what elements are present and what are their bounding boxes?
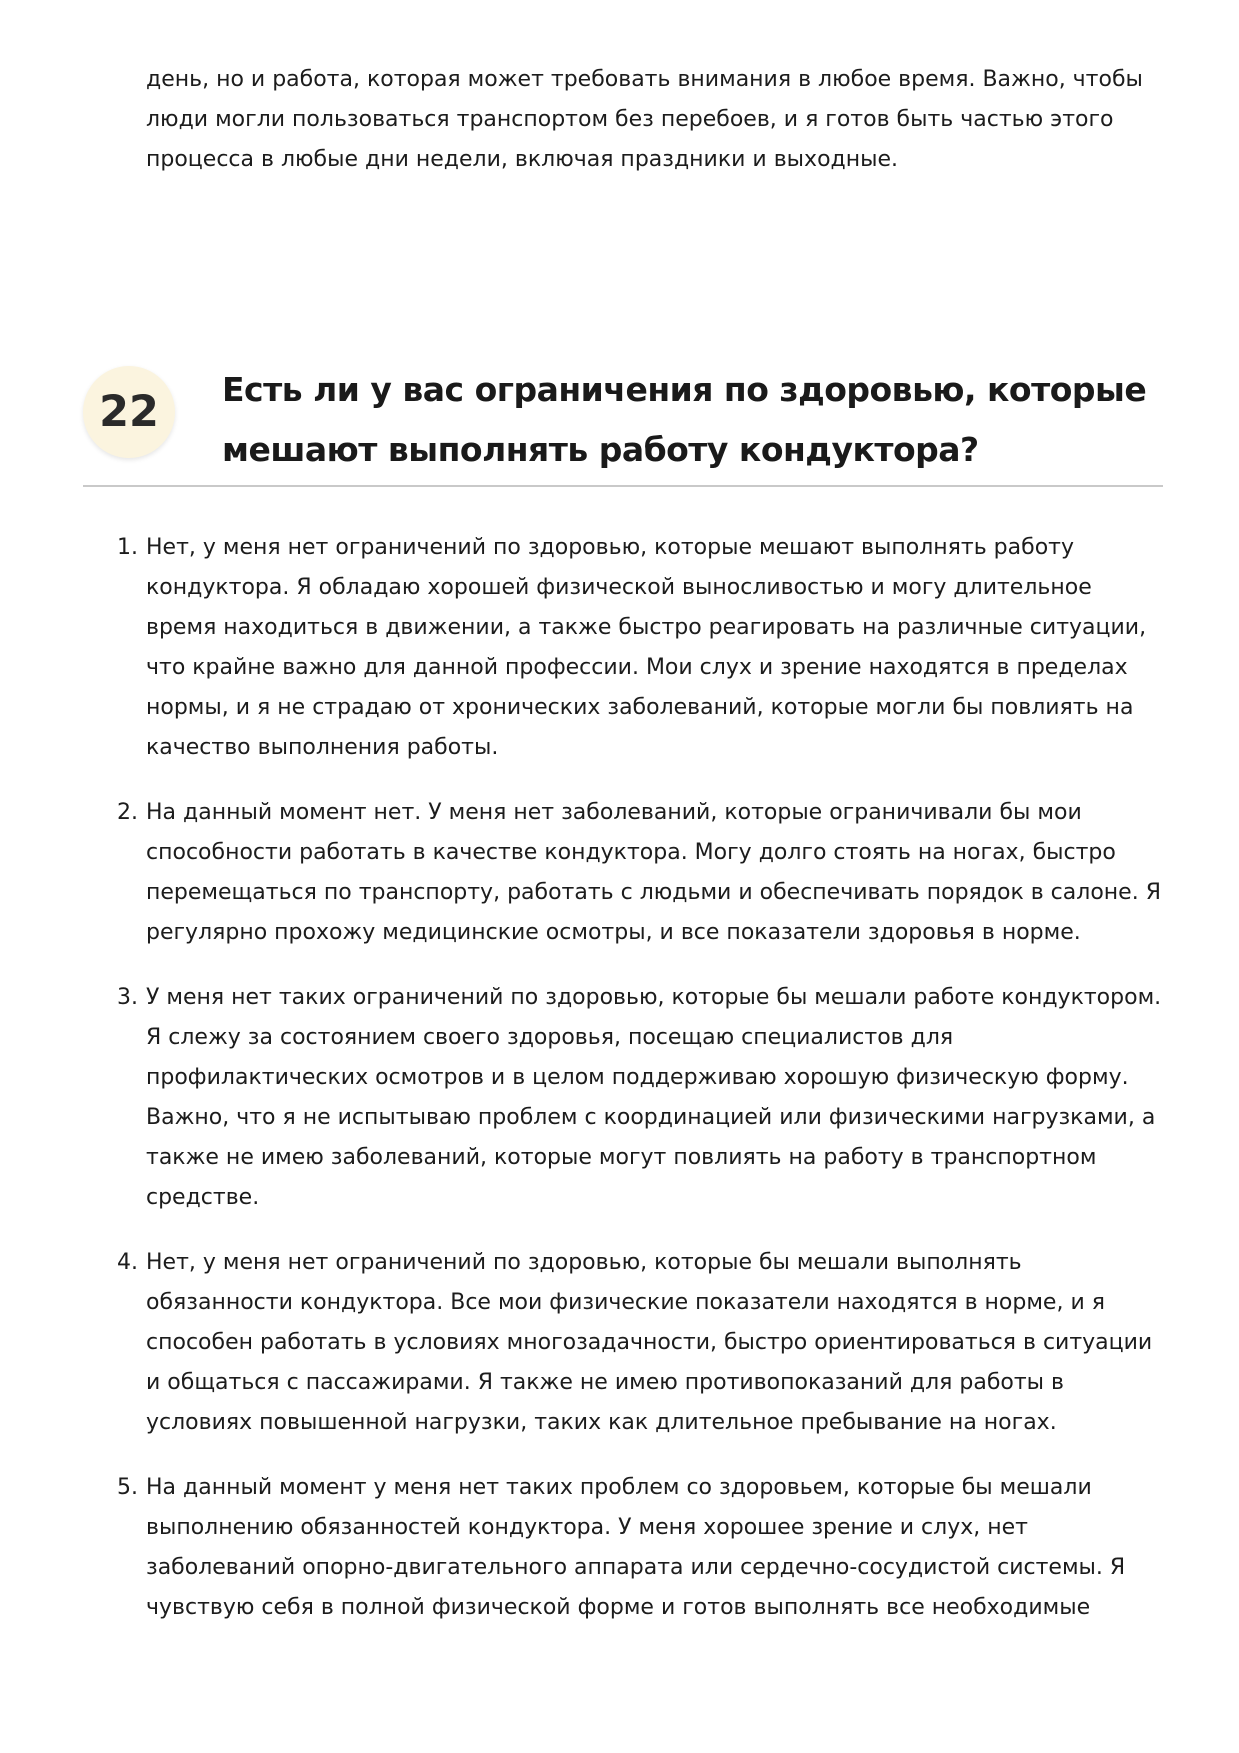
answer-text: Нет, у меня нет ограничений по здоровью, которые бы мешали выполнять обязанности кондуктора. Все мои физические показатели находятся в норме, и я способен работать в условиях многозадачности, быстро ориентироваться в ситуации и общаться с пассажирами. Я также не имею противопоказаний для работы в условиях повышенной нагрузки, таких как длительное пребывание на ногах. [146,1250,1153,1435]
answer-number: 3. [117,985,138,1010]
question-header [83,356,1163,487]
question-divider [83,485,1163,487]
question-number-badge: 22 [83,366,175,458]
answer-item [117,528,1166,768]
answer-item [117,793,1166,953]
answer-item [117,1243,1166,1443]
answer-number: 2. [117,800,138,825]
answer-text: На данный момент нет. У меня нет заболеваний, которые ограничивали бы мои способности работать в качестве кондуктора. Могу долго стоять на ногах, быстро перемещаться по транспорту, работать с людьми и обеспечивать порядок в салоне. Я регулярно прохожу медицинские осмотры, и все показатели здоровья в норме. [146,800,1161,945]
intro-paragraph: день, но и работа, которая может требовать внимания в любое время. Важно, чтобы люди могли пользоваться транспортом без перебоев, и я готов быть частью этого процесса в любые дни недели, включая праздники и выходные. [146,67,1143,172]
answer-list [117,528,1166,1653]
answer-item [117,978,1166,1218]
answer-text: На данный момент у меня нет таких проблем со здоровьем, которые бы мешали выполнению обязанностей кондуктора. У меня хорошее зрение и слух, нет заболеваний опорно-двигательного аппарата или сердечно-сосудистой системы. Я чувствую себя в полной физической форме и готов выполнять все необходимые [146,1475,1126,1620]
answer-number: 4. [117,1250,138,1275]
answer-text: У меня нет таких ограничений по здоровью, которые бы мешали работе кондуктором. Я слежу за состоянием своего здоровья, посещаю специалистов для профилактических осмотров и в целом поддерживаю хорошую физическую форму. Важно, что я не испытываю проблем с координацией или физическими нагрузками, а также не имею заболеваний, которые могут повлиять на работу в транспортном средстве. [146,985,1162,1210]
answer-text: Нет, у меня нет ограничений по здоровью, которые мешают выполнять работу кондуктора. Я обладаю хорошей физической выносливостью и могу длительное время находиться в движении, а также быстро реагировать на различные ситуации, что крайне важно для данной профессии. Мои слух и зрение находятся в пределах нормы, и я не страдаю от хронических заболеваний, которые могли бы повлиять на качество выполнения работы. [146,535,1147,760]
answer-item [117,1468,1166,1628]
answer-number: 1. [117,535,138,560]
question-title: Есть ли у вас ограничения по здоровью, которые мешают выполнять работу кондуктора? [222,370,1147,469]
answer-number: 5. [117,1475,138,1500]
